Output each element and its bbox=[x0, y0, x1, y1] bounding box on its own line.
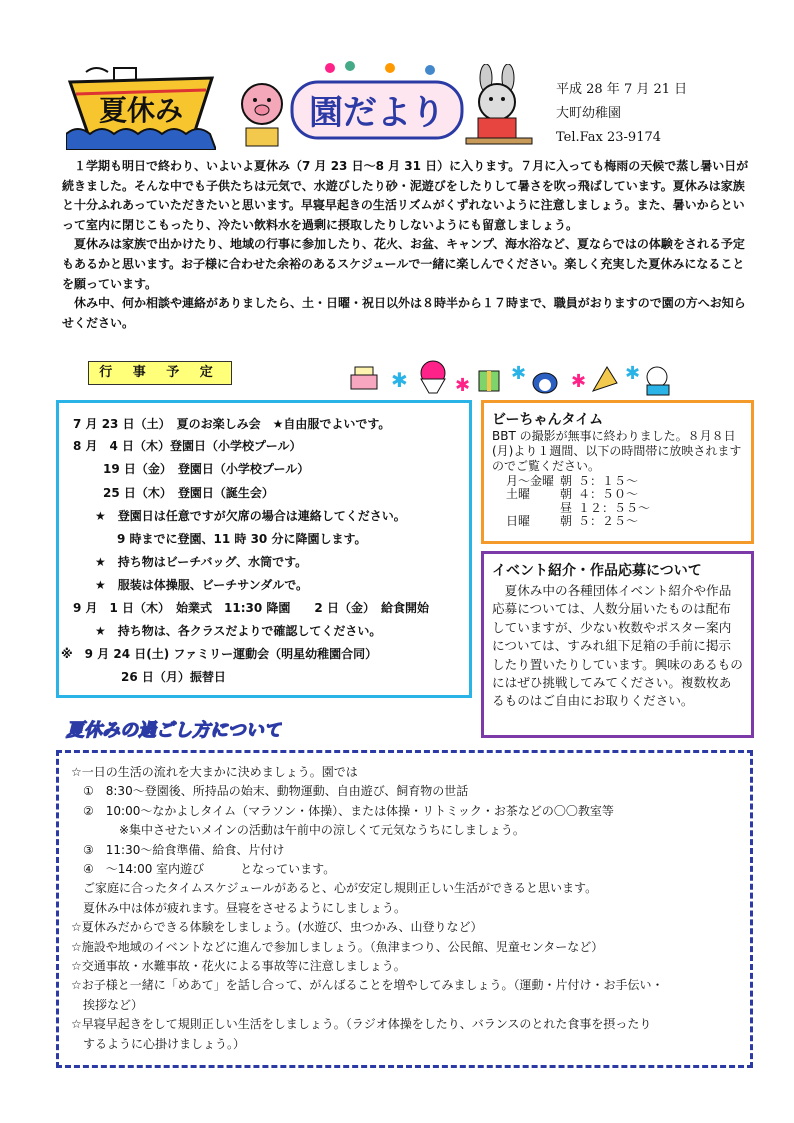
contact-number: Tel.Fax 23-9174 bbox=[556, 130, 662, 145]
table-row bbox=[506, 488, 656, 502]
bbt-text: BBT の撮影が無事に終わりました。８月８日(月)より１週間、以下の時間帯に放映されますのでご覧ください。 bbox=[492, 429, 742, 474]
schedule-box bbox=[56, 400, 472, 698]
schedule-line: ※ 9 月 24 日(土) ファミリー運動会（明星幼稚園合同） bbox=[61, 647, 378, 661]
bbt-time: ４：５０～ bbox=[578, 487, 639, 502]
tip-line: ① 8:30～登園後、所持品の始末、動物運動、自由遊び、飼育物の世話 bbox=[71, 784, 469, 799]
tip-line: ④ ～14:00 室内遊び となっています。 bbox=[71, 862, 336, 877]
intro-paragraph: 休み中、何か相談や連絡がありましたら、土・日曜・祝日以外は８時半から１７時まで、職員がおりますので園の方へお知らせください。 bbox=[62, 296, 746, 330]
tip-line: ② 10:00～なかよしタイム（マラソン・体操）、または体操・リトミック・お茶などの〇〇教室等 bbox=[71, 803, 614, 818]
bbt-title: ビーちゃんタイム bbox=[492, 412, 604, 428]
bunny-illustration bbox=[456, 64, 542, 146]
header-info bbox=[556, 78, 687, 150]
bbt-day: 月～金曜 bbox=[506, 473, 555, 488]
gift-icon bbox=[479, 371, 499, 391]
ship-illustration bbox=[66, 64, 216, 150]
event-title: イベント紹介・作品応募について bbox=[492, 563, 702, 579]
schedule-line: 8 月 4 日（木）登園日（小学校プール） bbox=[73, 439, 302, 453]
bbt-day: 日曜 bbox=[506, 514, 531, 529]
issue-date: 平成 28 年 7 月 21 日 bbox=[556, 82, 688, 97]
bbt-box bbox=[481, 400, 754, 544]
penguin-icon bbox=[533, 373, 557, 393]
sparkle-icon: ✱ bbox=[625, 363, 641, 384]
tip-line: ☆早寝早起きをして規則正しい生活をしましょう。（ラジオ体操をしたり、バランスのとれた食事を摂ったり bbox=[71, 1017, 652, 1032]
tip-line: ご家庭に合ったタイムスケジュールがあると、心が安定し規則正しい生活ができると思います。 bbox=[71, 881, 598, 896]
sparkle-icon: ✱ bbox=[455, 375, 471, 396]
tip-line: ☆交通事故・水難事故・花火による事故等に注意しましょう。 bbox=[71, 959, 406, 974]
schedule-line: 7 月 23 日（土） 夏のお楽しみ会 ★自由服でよいです。 bbox=[73, 417, 391, 431]
intro-paragraph: 夏休みは家族で出かけたり、地域の行事に参加したり、花火、お盆、キャンプ、海水浴など、夏ならではの体験をされる予定もあるかと思います。お子様に合わせた余裕のあるスケジュールで一緒に楽しんでください。楽しく充実した夏休みになることを願っています。 bbox=[62, 237, 745, 291]
cake-icon bbox=[351, 367, 377, 389]
bear-icon bbox=[647, 367, 669, 395]
bbt-day: 土曜 bbox=[506, 487, 531, 502]
decoration-row bbox=[345, 357, 675, 397]
event-text: 夏休み中の各種団体イベント紹介や作品応募については、人数分届いたものは配布していますが、少ない枚数やポスター案内については、すみれ組下足箱の手前に掲示したり置いたりしています。興味のあるものにはぜひ挑戦してみてください。複数枚あるものはご自由にお取りください。 bbox=[492, 583, 743, 709]
ship-text: 夏休み bbox=[98, 94, 184, 127]
party-popper-icon bbox=[593, 367, 617, 391]
schedule-line: ★ 服装は体操服、ビーチサンダルで。 bbox=[95, 578, 308, 592]
tip-line: 夏休み中は体が疲れます。昼寝をさせるようにしましょう。 bbox=[71, 900, 407, 915]
tip-line: ※集中させたいメインの活動は午前中の涼しくて元気なうちにしましょう。 bbox=[71, 823, 525, 838]
intro-text bbox=[62, 157, 756, 333]
schedule-line: ★ 登園日は任意ですが欠席の場合は連絡してください。 bbox=[95, 509, 406, 523]
schedule-label: 行 事 予 定 bbox=[88, 361, 232, 385]
shaved-ice-icon bbox=[421, 361, 445, 393]
tip-line: するように心掛けましょう。） bbox=[71, 1036, 246, 1051]
event-box bbox=[481, 551, 754, 738]
bbt-period: 朝 bbox=[560, 487, 573, 502]
summer-heading bbox=[62, 708, 282, 746]
tip-line: ☆施設や地域のイベントなどに進んで参加しましょう。（魚津まつり、公民館、児童センターなど） bbox=[71, 939, 604, 954]
bbt-time: ５：２５～ bbox=[578, 514, 639, 529]
schedule-line: 9 時までに登園、11 時 30 分に降園します。 bbox=[117, 532, 367, 546]
table-row bbox=[506, 502, 656, 516]
tip-line: 挨拶など） bbox=[71, 997, 144, 1012]
newsletter-title-illustration bbox=[240, 60, 490, 150]
bbt-period: 昼 bbox=[560, 500, 573, 515]
schedule-line: 19 日（金） 登園日（小学校プール） bbox=[103, 462, 310, 476]
bbt-period: 朝 bbox=[560, 473, 573, 488]
bbt-day bbox=[506, 502, 560, 516]
sparkle-icon: ✱ bbox=[391, 368, 408, 392]
schedule-line: ★ 持ち物は、各クラスだよりで確認してください。 bbox=[95, 624, 382, 638]
bbt-period: 朝 bbox=[560, 514, 573, 529]
schedule-line: ★ 持ち物はビーチバッグ、水筒です。 bbox=[95, 555, 308, 569]
bbt-time: １２：５５～ bbox=[578, 500, 651, 515]
summer-tips-box bbox=[56, 750, 753, 1068]
tip-line: ☆夏休みだからできる体験をしましょう。(水遊び、虫つかみ、山登りなど） bbox=[71, 920, 483, 935]
tip-line: ☆一日の生活の流れを大まかに決めましょう。園では bbox=[71, 765, 358, 779]
table-row bbox=[506, 515, 656, 529]
sparkle-icon: ✱ bbox=[571, 371, 587, 392]
bbt-time: ５：１５～ bbox=[578, 473, 639, 488]
intro-paragraph: １学期も明日で終わり、いよいよ夏休み（7 月 23 日～8 月 31 日）に入ります。７月に入っても梅雨の天候で蒸し暑い日が続きました。そんな中でも子供たちは元気で、水遊びしたり砂・泥遊びをしたりして暑さを吹っ飛ばしています。夏休みは家族と十分ふれあっていただきたいと思います。早寝早起きの生活リズムがくずれないように注意しましょう。また、暑いからといって室内に閉じこもったり、冷たい飲料水を過剰に摂取したりしないようにも留意しましょう。 bbox=[62, 159, 749, 232]
tip-line: ☆お子様と一緒に「めあて」を話し合って、がんばることを増やしてみましょう。（運動・片付け・お手伝い・ bbox=[71, 978, 664, 993]
summer-heading-text: 夏休みの過ごし方について bbox=[66, 720, 282, 741]
schedule-line: 26 日（月）振替日 bbox=[121, 670, 226, 684]
schedule-line: 9 月 1 日（木） 始業式 11:30 降園 2 日（金） 給食開始 bbox=[73, 601, 429, 615]
schedule-line: 25 日（木） 登園日（誕生会） bbox=[103, 486, 274, 500]
school-name: 大町幼稚園 bbox=[556, 106, 622, 121]
title-text: 園だより bbox=[309, 93, 445, 133]
bbt-schedule-table bbox=[506, 475, 656, 529]
tip-line: ③ 11:30～給食準備、給食、片付け bbox=[71, 842, 285, 857]
sparkle-icon: ✱ bbox=[511, 363, 527, 384]
